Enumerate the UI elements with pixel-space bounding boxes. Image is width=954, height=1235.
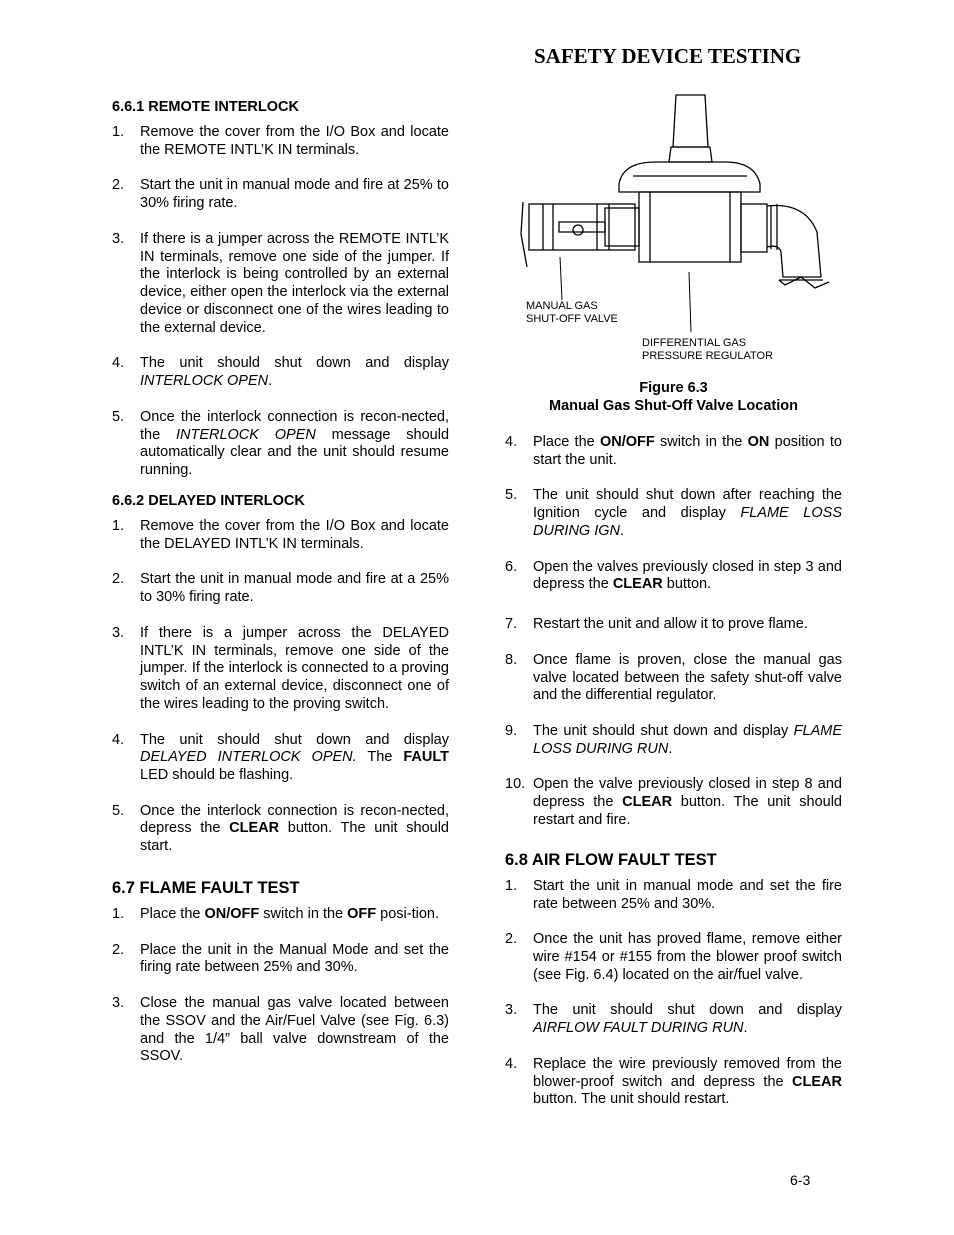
list-item (112, 942, 449, 978)
step-text: If there is a jumper across the REMOTE INTL’K IN terminals, remove one side of the jumper. If the interlock is being controlled by an external device, either open the interlock via the external device or disconnect one of the wires leading to the external device. (140, 230, 449, 336)
list-item (112, 124, 449, 160)
list-item (112, 231, 449, 338)
step-text: switch in the (259, 906, 348, 923)
step-text: If there is a jumper across the DELAYED INTL’K IN terminals, remove one side of the jumper. If the interlock is connected to a proving switch of an external device, disconnect one of the wires leading to the proving switch. (140, 624, 449, 712)
figure-title: Manual Gas Shut-Off Valve Location (549, 398, 798, 414)
list-item (112, 355, 449, 391)
list-item (505, 1002, 842, 1038)
regulator-label-line: DIFFERENTIAL GAS (642, 337, 747, 349)
section-heading-air-flow-fault-test: 6.8 AIR FLOW FAULT TEST (505, 850, 717, 869)
list-item (112, 625, 449, 714)
step-number: 3. (112, 624, 125, 641)
step-text: button. The unit should restart. (533, 1091, 730, 1108)
list-item (112, 906, 449, 924)
step-number: 5. (112, 408, 125, 425)
delayed-interlock-steps (112, 518, 449, 856)
regulator-body (639, 192, 741, 262)
step-number: 1. (505, 877, 518, 894)
step-number: 4. (112, 355, 125, 372)
regulator-collar (669, 147, 712, 162)
step-text: Open the valve previously closed in step 8 and depress the (533, 776, 842, 811)
step-text: position to start the unit. (533, 434, 842, 468)
step-text: Remove the cover from the I/O Box and locate the DELAYED INTL’K IN terminals. (140, 517, 449, 552)
step-number: 2. (112, 571, 125, 588)
button-name: CLEAR (612, 576, 663, 593)
regulator-tower (673, 95, 708, 147)
pipe-elbow (767, 206, 821, 277)
remote-interlock-steps (112, 124, 449, 480)
flame-fault-steps-continued (505, 434, 842, 830)
step-text: button. (662, 576, 712, 593)
step-number: 4. (505, 434, 518, 450)
step-text: The unit should shut down and display (140, 731, 449, 748)
list-item (505, 559, 842, 595)
figure-caption (505, 379, 842, 415)
step-text: Open the valves previously closed in step 3 and depress the (533, 558, 842, 593)
step-text: LED should be flashing. (140, 767, 294, 784)
regulator-dome (619, 162, 760, 192)
step-text: Start the unit in manual mode and fire at a 25% to 30% firing rate. (140, 571, 449, 606)
list-item (505, 776, 842, 829)
step-number: 2. (112, 941, 125, 958)
step-text: Once flame is proven, close the manual gas valve located between the safety shut-off valve and the differential regulator. (533, 651, 842, 704)
step-text: posi-tion. (376, 906, 439, 923)
figure-number: Figure 6.3 (639, 380, 708, 396)
gas-valve-figure (505, 92, 842, 392)
list-item (112, 177, 449, 213)
list-item (505, 652, 842, 705)
step-number: 9. (505, 722, 518, 739)
display-message: INTERLOCK OPEN (175, 426, 316, 443)
led-name: FAULT (403, 749, 450, 766)
step-text: Once the interlock connection is recon-nected, depress the (140, 802, 449, 837)
step-text: Remove the cover from the I/O Box and locate the REMOTE INTL’K IN terminals. (140, 124, 449, 158)
step-text: button. The unit should start. (140, 820, 449, 855)
step-number: 1. (112, 517, 125, 534)
regulator-label-line: PRESSURE REGULATOR (642, 350, 774, 362)
step-text: . (743, 1020, 748, 1037)
switch-position: ON (747, 434, 770, 450)
list-item (505, 723, 842, 759)
button-name: CLEAR (229, 820, 280, 837)
display-message: FLAME LOSS DURING IGN (533, 505, 842, 539)
step-number: 2. (505, 931, 518, 948)
step-text: Once the interlock connection is recon-nected, the (140, 408, 449, 443)
step-text: The unit should shut down and display (533, 1002, 842, 1019)
step-number: 1. (112, 124, 125, 140)
valve-label-line: SHUT-OFF VALVE (526, 313, 618, 325)
step-text: The unit should shut down and display (140, 355, 449, 372)
step-text: Place the (140, 906, 205, 923)
section-heading-flame-fault-test: 6.7 FLAME FAULT TEST (112, 879, 300, 898)
step-number: 4. (112, 731, 125, 748)
step-text: message should automatically clear and the unit should resume running. (140, 426, 450, 479)
step-text: The unit should shut down after reaching the Ignition cycle and display (533, 487, 842, 522)
step-text: button. The unit should restart and fire. (533, 794, 842, 828)
step-number: 3. (112, 995, 125, 1012)
step-number: 5. (505, 487, 518, 504)
switch-name: ON/OFF (599, 434, 655, 450)
step-text: Once the unit has proved flame, remove either wire #154 or #155 from the blower proof switch (see Fig. 6.4) located on the air/fuel valve. (533, 931, 842, 983)
display-message: FLAME LOSS DURING RUN (533, 722, 842, 757)
step-text: switch in the (654, 434, 748, 450)
step-number: 6. (505, 558, 518, 575)
regulator-label (642, 337, 773, 363)
step-text: . (668, 740, 673, 757)
air-flow-fault-steps (505, 878, 842, 1109)
regulator-outlet (741, 204, 767, 252)
step-number: 3. (112, 230, 125, 247)
step-text: Close the manual gas valve located between the SSOV and the Air/Fuel Valve (see Fig. 6.3) and the 1/4” ball valve downstream of the SSOV. (140, 995, 449, 1065)
step-number: 8. (505, 651, 518, 668)
list-item (112, 518, 449, 554)
step-number: 2. (112, 177, 125, 194)
step-text: Restart the unit and allow it to prove flame. (533, 616, 808, 633)
pipe-break-line (779, 277, 829, 288)
page-number: 6-3 (790, 1172, 811, 1188)
pipe-break-line (521, 202, 527, 267)
right-column (505, 434, 842, 1127)
step-text: Start the unit in manual mode and set the fire rate between 25% and 30%. (533, 877, 842, 912)
step-text: Place the (533, 434, 600, 450)
step-number: 5. (112, 802, 125, 819)
step-text: The unit should shut down and display (533, 722, 794, 739)
step-number: 3. (505, 1002, 518, 1019)
step-number: 1. (112, 906, 125, 923)
page-title: SAFETY DEVICE TESTING (534, 44, 802, 68)
step-text: Start the unit in manual mode and fire at 25% to 30% firing rate. (140, 177, 449, 212)
button-name: CLEAR (622, 794, 673, 811)
step-number: 7. (505, 616, 518, 633)
list-item (505, 878, 842, 914)
display-message: DELAYED INTERLOCK OPEN. (140, 749, 357, 766)
list-item (112, 803, 449, 856)
step-text: The (356, 749, 404, 766)
step-text: Place the unit in the Manual Mode and set the firing rate between 25% and 30%. (140, 941, 449, 976)
list-item (505, 434, 842, 470)
display-message: INTERLOCK OPEN (140, 373, 269, 390)
list-item (112, 571, 449, 607)
button-name: CLEAR (792, 1073, 842, 1090)
list-item (505, 616, 842, 634)
valve-label-line: MANUAL GAS (526, 300, 598, 312)
step-text: Replace the wire previously removed from the blower-proof switch and depress the (533, 1055, 842, 1090)
list-item (112, 409, 449, 480)
section-heading-delayed-interlock: 6.6.2 DELAYED INTERLOCK (112, 492, 305, 509)
display-message: AIRFLOW FAULT DURING RUN (533, 1020, 744, 1037)
step-text: . (620, 522, 625, 539)
list-item (505, 931, 842, 984)
switch-position: OFF (347, 906, 377, 923)
step-number: 4. (505, 1055, 518, 1072)
valve-stem (573, 225, 583, 235)
left-column (112, 98, 449, 1084)
section-heading-remote-interlock: 6.6.1 REMOTE INTERLOCK (112, 99, 299, 115)
list-item (112, 995, 449, 1066)
valve-label (526, 300, 618, 326)
list-item (505, 1056, 842, 1109)
flame-fault-steps (112, 906, 449, 1066)
list-item (505, 487, 842, 540)
list-item (112, 732, 449, 785)
switch-name: ON/OFF (204, 906, 260, 923)
step-text: . (268, 373, 273, 390)
step-number: 10. (505, 776, 526, 793)
